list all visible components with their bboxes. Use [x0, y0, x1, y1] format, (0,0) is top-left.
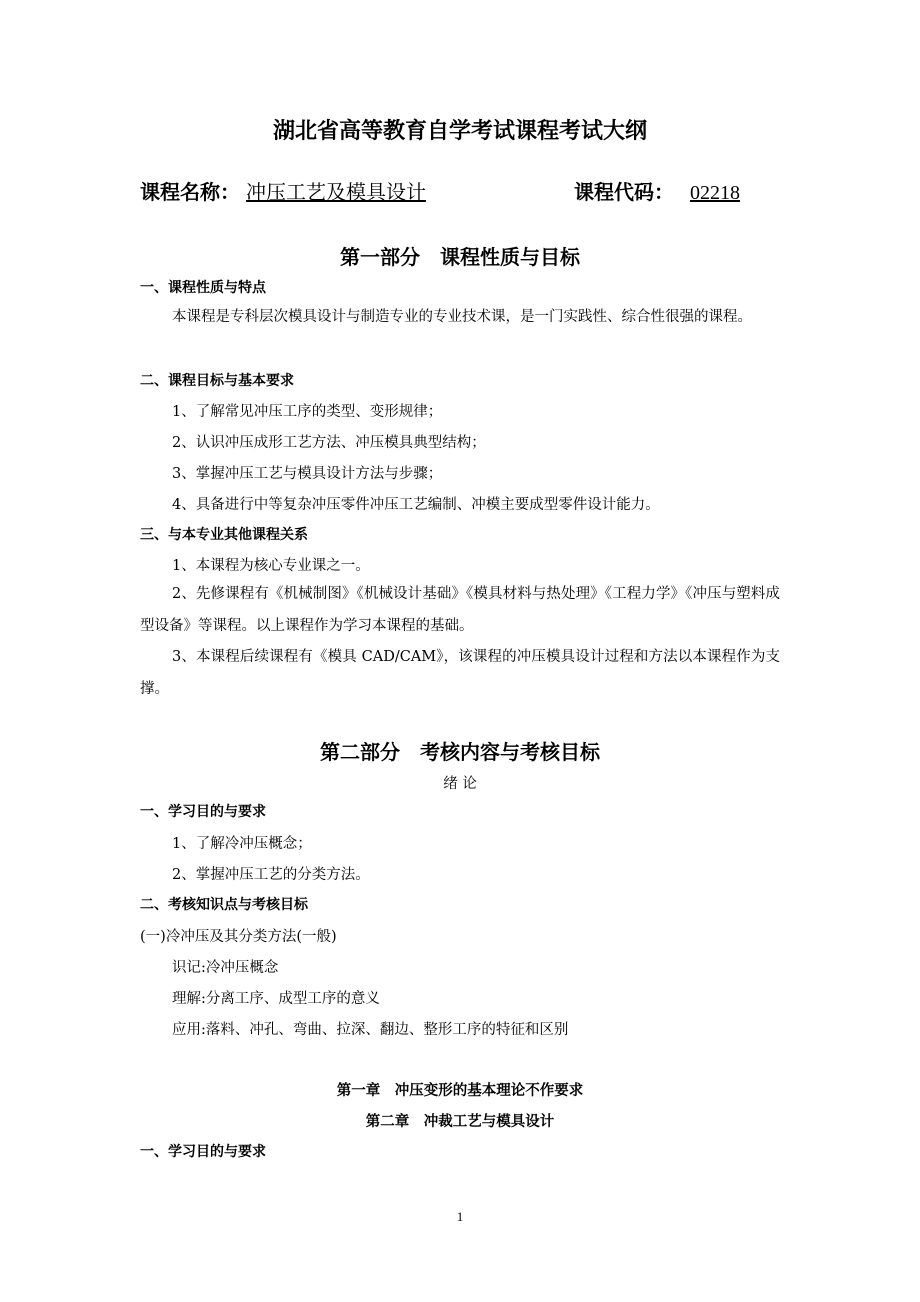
document-title: 湖北省高等教育自学考试课程考试大纲 [272, 118, 647, 144]
chapter1-heading: 第一章 冲压变形的基本理论不作要求 [336, 1082, 584, 1099]
chapter2-heading: 第二章 冲裁工艺与模具设计 [365, 1113, 555, 1130]
part1-sec1-text: 本课程是专科层次模具设计与制造专业的专业技术课，是一门实践性、综合性很强的课程。 [172, 309, 752, 325]
part2-sec1-item: 1、了解冷冲压概念； [172, 836, 312, 852]
course-code-line [574, 176, 746, 205]
part1-sec2-item: 3、掌握冲压工艺与模具设计方法与步骤； [172, 466, 443, 482]
part2-sec1-heading: 一、学习目的与要求 [140, 804, 266, 820]
part1-sec3-item3: 3、本课程后续课程有《模具 CAD/CAM》，该课程的冲压模具设计过程和方法以本课程作为支撑。 [140, 649, 780, 697]
chapter2-sec1-heading: 一、学习目的与要求 [140, 1144, 266, 1160]
part1-sec2-item: 4、具备进行中等复杂冲压零件冲压工艺编制、冲模主要成型零件设计能力。 [172, 497, 660, 513]
course-name-label: 课程名称： [140, 180, 240, 204]
part1-sec3-item1: 1、本课程为核心专业课之一。 [172, 558, 370, 574]
part1-sec2-heading: 二、课程目标与基本要求 [140, 373, 294, 389]
topic1-item: 理解:分离工序、成型工序的意义 [172, 991, 380, 1007]
part2-sec1-item: 2、掌握冲压工艺的分类方法。 [172, 867, 370, 883]
part2-sec2-heading: 二、考核知识点与考核目标 [140, 897, 308, 913]
course-code-label: 课程代码： [574, 180, 674, 204]
topic1-item: 应用:落料、冲孔、弯曲、拉深、翻边、整形工序的特征和区别 [172, 1022, 569, 1038]
part1-sec3-item2: 2、先修课程有《机械制图》《机械设计基础》《模具材料与热处理》《工程力学》《冲压与塑料成型设备》等课程。以上课程作为学习本课程的基础。 [140, 586, 780, 634]
topic1-heading: (一)冷冲压及其分类方法(一般) [140, 929, 337, 945]
part1-sec2-item: 2、认识冲压成形工艺方法、冲压模具典型结构； [172, 435, 486, 451]
part1-sec1-heading: 一、课程性质与特点 [140, 280, 266, 296]
page-number: 1 [456, 1209, 464, 1224]
part1-sec3-heading: 三、与本专业其他课程关系 [140, 527, 308, 543]
part2-heading: 第二部分 考核内容与考核目标 [320, 740, 600, 764]
course-code-value: 02218 [690, 182, 740, 204]
part1-heading: 第一部分 课程性质与目标 [340, 245, 580, 269]
topic1-item: 识记:冷冲压概念 [172, 960, 279, 976]
course-name-value: 冲压工艺及模具设计 [246, 180, 426, 204]
part1-sec2-item: 1、了解常见冲压工序的类型、变形规律； [172, 404, 443, 420]
intro-title: 绪 论 [443, 776, 477, 792]
course-name-line [140, 176, 426, 205]
